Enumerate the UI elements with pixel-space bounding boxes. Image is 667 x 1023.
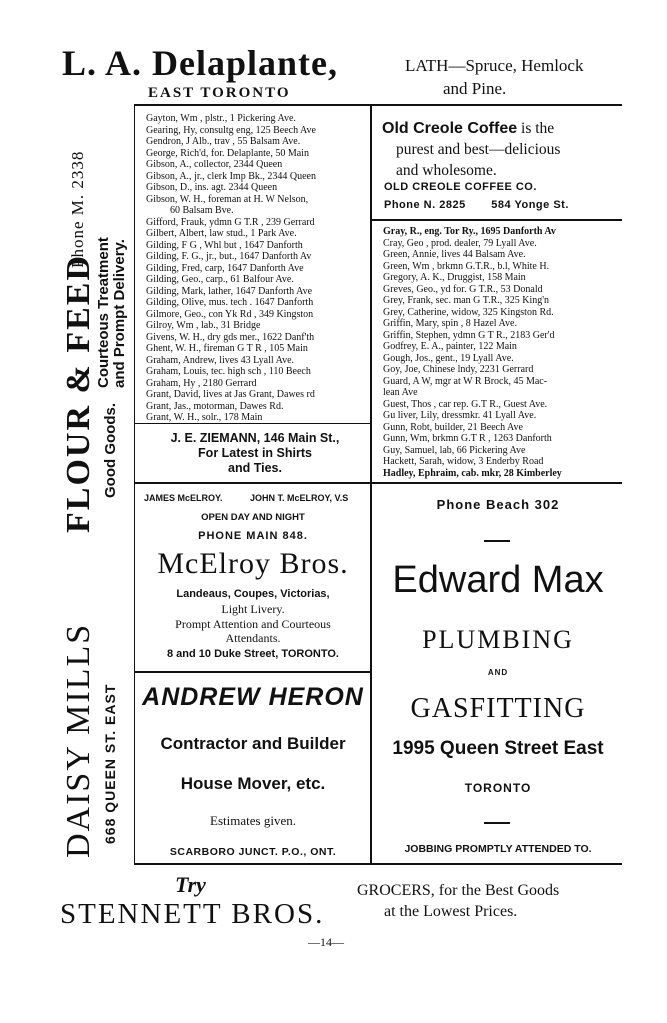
- mcelroy-phone: PHONE MAIN 848.: [198, 530, 308, 542]
- dash-rule: [484, 540, 510, 542]
- max-plumbing: PLUMBING: [422, 625, 574, 654]
- center-divider: [370, 104, 372, 864]
- ziemann-line-3: and Ties.: [228, 461, 282, 475]
- creole-line-3: and wholesome.: [396, 162, 497, 179]
- list-item: Grant, W. H., solr., 178 Main: [146, 412, 263, 423]
- list-item: Guy, Samuel, lab, 66 Pickering Ave: [383, 444, 526, 456]
- ziemann-ad: [142, 431, 368, 476]
- list-item: Hackett, Sarah, widow, 3 Enderby Road: [383, 456, 544, 467]
- mcelroy-line-5: 8 and 10 Duke Street, TORONTO.: [167, 648, 339, 660]
- sidebar-courteous-2: and Prompt Delivery.: [111, 239, 128, 388]
- creole-company: OLD CREOLE COFFEE CO.: [384, 181, 537, 193]
- rule-after-mcelroy: [134, 671, 370, 673]
- creole-phone-line: [384, 199, 569, 211]
- list-item: Green, Annie, lives 44 Balsam Ave.: [383, 249, 526, 260]
- list-item: Gendron, J Alb., trav , 55 Balsam Ave.: [146, 136, 301, 147]
- list-item: Ghent, W. H., fireman G T R , 105 Main: [146, 343, 308, 354]
- list-item: Gilmore, Geo., con Yk Rd , 349 Kingston: [146, 308, 314, 320]
- rule-after-creole: [372, 219, 622, 221]
- footer-try: Try: [175, 872, 206, 897]
- bottom-rule: [134, 863, 622, 865]
- creole-line-2: purest and best—delicious: [396, 141, 561, 158]
- list-item: Griffin, Mary, spin , 8 Hazel Ave.: [383, 318, 517, 329]
- rule-after-directory-right: [372, 482, 622, 484]
- list-item: Greves, Geo., yd for. G T.R., 53 Donald: [383, 283, 543, 295]
- mcelroy-name-left: JAMES McELROY.: [144, 493, 223, 503]
- ziemann-line-1: J. E. ZIEMANN, 146 Main St.,: [170, 431, 340, 445]
- list-item: Hadley, Ephraim, cab. mkr, 28 Kimberley: [383, 467, 562, 479]
- list-item: Guest, Thos , car rep. G.T R., Guest Ave.: [383, 398, 548, 410]
- list-item: Grey, Frank, sec. man G T.R., 325 King'n: [383, 295, 550, 306]
- dash-rule: [484, 822, 510, 824]
- creole-name: Old Creole Coffee: [382, 120, 518, 137]
- mcelroy-line-3: Prompt Attention and Courteous: [175, 617, 331, 631]
- list-item: Graham, Louis, tec. high sch , 110 Beech: [146, 366, 311, 377]
- list-item: Gough, Jos., gent., 19 Lyall Ave.: [383, 352, 514, 364]
- sidebar-courteous: [96, 237, 128, 388]
- mcelroy-open: OPEN DAY AND NIGHT: [201, 512, 305, 523]
- mcelroy-line-2: Light Livery.: [221, 602, 285, 616]
- left-divider: [134, 104, 135, 864]
- max-street: 1995 Queen Street East: [392, 738, 604, 759]
- lath-line-2: and Pine.: [443, 79, 507, 98]
- heron-line-2: House Mover, etc.: [180, 774, 326, 793]
- directory-right: [383, 226, 605, 479]
- list-item: lean Ave: [383, 387, 418, 398]
- lath-line-1: LATH—Spruce, Hemlock: [405, 56, 584, 75]
- heron-line-1: Contractor and Builder: [160, 734, 346, 753]
- sidebar-flour-feed: FLOUR & FEED: [60, 254, 97, 533]
- daisy-mills-sidebar: [58, 118, 128, 858]
- sidebar-goods: Good Goods.: [102, 403, 119, 498]
- list-item: Grey, Catherine, widow, 325 Kingston Rd.: [383, 306, 554, 318]
- creole-phone: Phone N. 2825: [384, 199, 466, 211]
- page-number: —14—: [308, 935, 344, 949]
- list-item: Gunn, Robt, builder, 21 Beech Ave: [383, 421, 523, 433]
- heron-line-3: Estimates given.: [210, 813, 296, 828]
- max-phone: Phone Beach 302: [436, 497, 560, 512]
- list-item: Gu liver, Lily, dressmkr. 41 Lyall Ave.: [383, 410, 537, 421]
- advertiser-name: L. A. Delaplante,: [62, 43, 339, 83]
- creole-tail: is the: [517, 120, 555, 137]
- list-item: Gilroy, Wm , lab., 31 Bridge: [146, 320, 261, 331]
- list-item: Goy, Joe, Chinese lndy, 2231 Gerrard: [383, 364, 534, 375]
- ziemann-line-2: For Latest in Shirts: [198, 446, 312, 460]
- list-item: Gray, R., eng. Tor Ry., 1695 Danforth Av: [383, 226, 556, 237]
- list-item: Gibson, W. H., foreman at H. W Nelson,: [146, 193, 309, 205]
- list-item: Gibson, A., jr., clerk Imp Bk., 2344 Queen: [146, 170, 316, 182]
- list-item: Cray, Geo , prod. dealer, 79 Lyall Ave.: [383, 237, 537, 249]
- list-item: Gilding, Mark, lather, 1647 Danforth Ave: [146, 285, 313, 297]
- mcelroy-name-right: JOHN T. McELROY, V.S: [250, 493, 349, 503]
- list-item: Griffin, Stephen, ydmn G T R., 2183 Ger'd: [383, 329, 555, 341]
- list-item: Gilding, F. G., jr., but., 1647 Danforth Av: [146, 251, 312, 262]
- list-item: Graham, Hy , 2180 Gerrard: [146, 377, 257, 389]
- list-item: Graham, Andrew, lives 43 Lyall Ave.: [146, 354, 295, 366]
- list-item: Grant, Jas., motorman, Dawes Rd.: [146, 400, 284, 412]
- list-item: Gifford, Frauk, ydmn G T.R , 239 Gerrard: [146, 216, 315, 228]
- list-item: Gilding, Geo., carp., 61 Balfour Ave.: [146, 274, 294, 285]
- list-item: Gayton, Wm , plstr., 1 Pickering Ave.: [146, 113, 296, 124]
- list-item: Gilbert, Albert, law stud., 1 Park Ave.: [146, 228, 297, 239]
- list-item: Gregory, A. K., Druggist, 158 Main: [383, 272, 526, 283]
- sidebar-daisy-mills: DAISY MILLS: [60, 622, 97, 858]
- sidebar-phone: Phone M. 2338: [68, 150, 87, 268]
- footer-grocers-1: GROCERS, for the Best Goods: [357, 882, 560, 899]
- heron-title: ANDREW HERON: [142, 683, 364, 711]
- mcelroy-title: McElroy Bros.: [157, 547, 349, 580]
- top-rule: [134, 104, 622, 106]
- footer-stennett: STENNETT BROS.: [60, 898, 325, 930]
- list-item: Grant, David, lives at Jas Grant, Dawes rd: [146, 389, 315, 400]
- max-name: Edward Max: [392, 559, 604, 601]
- heron-line-4: SCARBORO JUNCT. P.O., ONT.: [169, 846, 337, 858]
- list-item: Gearing, Hy, consultg eng, 125 Beech Ave: [146, 124, 316, 136]
- list-item: Gunn, Wm, brkmn G.T R , 1263 Danforth: [383, 433, 552, 444]
- max-jobbing: JOBBING PROMPTLY ATTENDED TO.: [404, 843, 592, 855]
- list-item: 60 Balsam Bve.: [170, 205, 234, 216]
- list-item: Guard, A W, mgr at W R Brock, 45 Mac-: [383, 375, 548, 387]
- list-item: Gilding, F G , Whl but , 1647 Danforth: [146, 239, 303, 251]
- max-gasfitting: GASFITTING: [410, 693, 586, 724]
- creole-address: 584 Yonge St.: [491, 199, 569, 211]
- list-item: Givens, W. H., dry gds mer., 1622 Danf'th: [146, 331, 315, 343]
- mcelroy-line-4: Attendants.: [225, 631, 281, 645]
- sidebar-courteous-1: Courteous Treatment: [95, 237, 112, 388]
- list-item: Gilding, Fred, carp, 1647 Danforth Ave: [146, 262, 304, 274]
- advertiser-location: EAST TORONTO: [148, 85, 291, 101]
- max-city: TORONTO: [464, 781, 532, 795]
- list-item: Gibson, D., ins. agt. 2344 Queen: [146, 182, 278, 193]
- rule-after-ziemann: [134, 482, 370, 484]
- list-item: Gibson, A., collector, 2344 Queen: [146, 159, 283, 170]
- directory-left: [146, 113, 364, 424]
- list-item: George, Rich'd, for. Delaplante, 50 Main: [146, 147, 309, 159]
- footer-grocers-2: at the Lowest Prices.: [384, 903, 518, 920]
- list-item: Gilding, Olive, mus. tech . 1647 Danforth: [146, 297, 314, 308]
- sidebar-address: 668 QUEEN ST. EAST: [102, 683, 118, 844]
- list-item: Godfrey, E. A., painter, 122 Main: [383, 341, 517, 352]
- max-and: AND: [487, 668, 509, 677]
- mcelroy-line-1: Landeaus, Coupes, Victorias,: [176, 588, 330, 600]
- list-item: Green, Wm , brkmn G.T.R., b.l, White H.: [383, 260, 550, 272]
- creole-ad: [382, 118, 614, 181]
